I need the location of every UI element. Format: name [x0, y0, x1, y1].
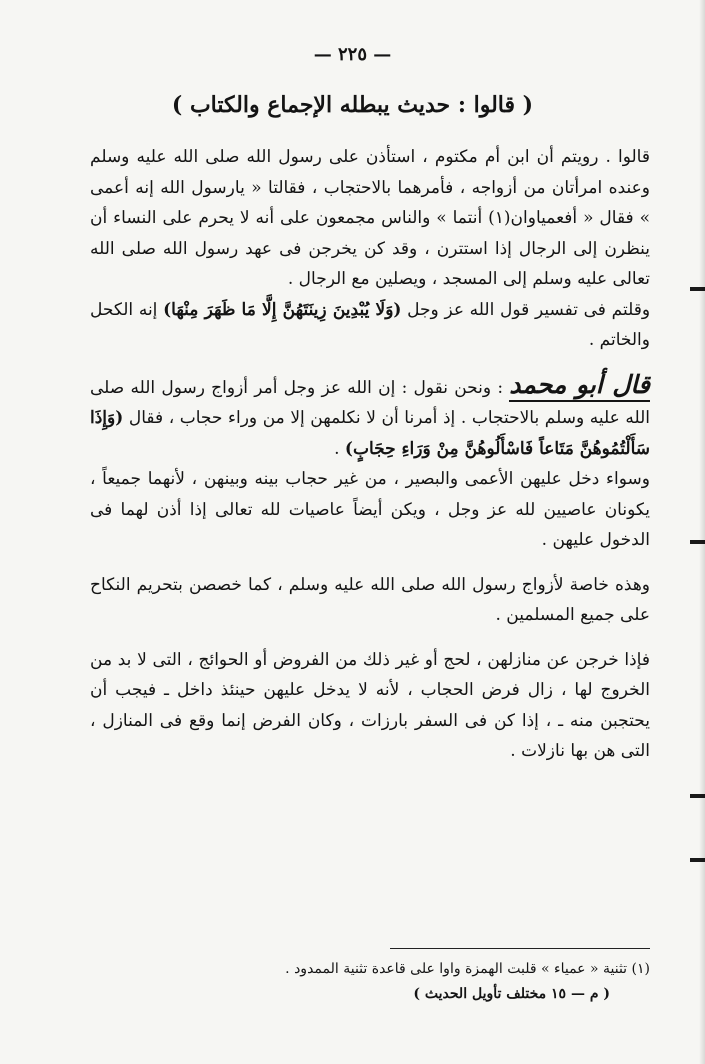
quran-verse-2: (وَإِذَا سَأَلْتُمُوهُنَّ مَتَاعاً فَاسْأَلُوهُنَّ مِنْ وَرَاءِ حِجَابٍ): [90, 408, 650, 459]
page-edge-shadow: [699, 0, 705, 1064]
footnote-divider: [390, 948, 650, 949]
paragraph-3: [90, 370, 650, 465]
footnote: (١) تثنية « عمياء » قلبت الهمزة واوا على قاعدة تثنية الممدود .: [285, 961, 650, 977]
speaker-heading: قال أبو محمد: [509, 370, 650, 402]
paragraph-2-suffix: إنه الكحل والخاتم .: [90, 299, 650, 350]
footer-signature: ( م — ١٥ مختلف تأويل الحديث ): [413, 986, 610, 1002]
paragraph-2-prefix: وقلتم فى تفسير قول الله عز وجل: [407, 299, 651, 320]
paragraph-6: فإذا خرجن عن منازلهن ، لحج أو غير ذلك من الفروض أو الحوائج ، التى لا بد من الخروج لها ، زال فرض الحجاب ، لأنه لا يدخل عليهن حينئذ داخل ـ فيجب أن يحتجبن منه ـ ، إذا كن فى السفر بارزات ، وكان الفرض إنما وقع فى المنازل ، التى هن بها نازلات .: [90, 649, 650, 761]
paragraph-3-end: .: [334, 438, 340, 459]
body-text: [90, 142, 650, 767]
paragraph-3-text: : ونحن نقول : إن الله عز وجل أمر أزواج رسول الله صلى الله عليه وسلم بالاحتجاب . إذ أمرنا أن لا نكلمهن إلا من وراء حجاب ، فقال: [90, 377, 650, 428]
paragraph-4: وسواء دخل عليهن الأعمى والبصير ، من غير حجاب بينه وبينهن ، لأنهما جميعاً ، يكونان عاصيين لله عز وجل ، ويكن أيضاً عاصيات لله تعالى إذا أذن لهما فى الدخول عليهن .: [90, 469, 650, 550]
quran-verse-1: (وَلَا يُبْدِينَ زِينَتَهُنَّ إِلَّا مَا ظَهَرَ مِنْهَا): [163, 299, 402, 320]
section-title: ( قالوا : حديث يبطله الإجماع والكتاب ): [171, 92, 534, 118]
paragraph-1: قالوا . رويتم أن ابن أم مكتوم ، استأذن على رسول الله صلى الله عليه وسلم وعنده امرأتان من أزواجه ، فأمرهما بالاحتجاب ، فقالتا « يارسول الله إنه أعمى » فقال « أفعمياوان(١) أنتما » والناس مجمعون على أنه لا يحرم على النساء أن ينظرن إلى الرجال إذا استترن ، وقد كن يخرجن فى عهد رسول الله صلى الله تعالى عليه وسلم إلى المسجد ، ويصلين مع الرجال .: [90, 147, 650, 289]
page-number: — ٢٢٥ —: [313, 44, 392, 65]
paragraph-5: وهذه خاصة لأزواج رسول الله صلى الله عليه وسلم ، كما خصصن بتحريم النكاح على جميع المسلمين .: [90, 574, 650, 625]
paragraph-2: [90, 295, 650, 356]
